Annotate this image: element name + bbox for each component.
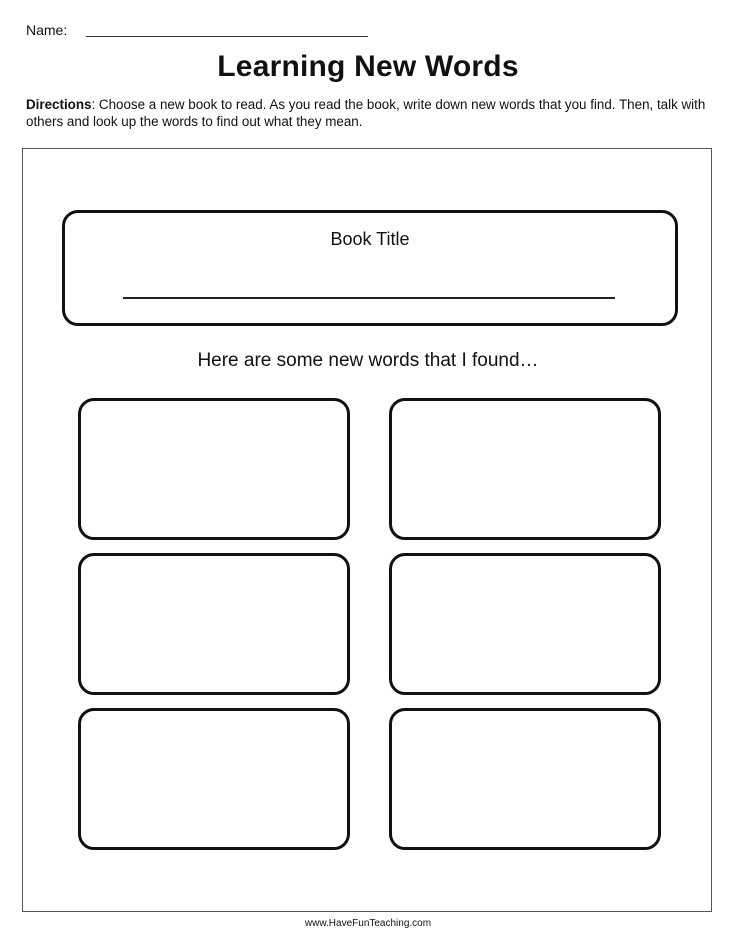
name-line[interactable] — [86, 36, 368, 37]
name-label: Name: — [26, 22, 68, 38]
directions-text: : Choose a new book to read. As you read the book, write down new words that you find. Then, talk with others and look up the words to find out what they mean. — [26, 97, 706, 129]
directions — [26, 96, 716, 130]
word-box-3[interactable] — [78, 553, 350, 695]
word-box-4[interactable] — [389, 553, 661, 695]
footer-url: www.HaveFunTeaching.com — [304, 918, 432, 929]
directions-label: Directions — [26, 97, 92, 112]
page-title: Learning New Words — [217, 50, 519, 83]
book-title-line[interactable] — [123, 297, 615, 299]
words-prompt: Here are some new words that I found… — [197, 350, 539, 371]
book-title-label: Book Title — [330, 229, 410, 249]
word-box-5[interactable] — [78, 708, 350, 850]
word-box-1[interactable] — [78, 398, 350, 540]
word-box-6[interactable] — [389, 708, 661, 850]
word-box-2[interactable] — [389, 398, 661, 540]
book-title-box — [62, 210, 678, 326]
